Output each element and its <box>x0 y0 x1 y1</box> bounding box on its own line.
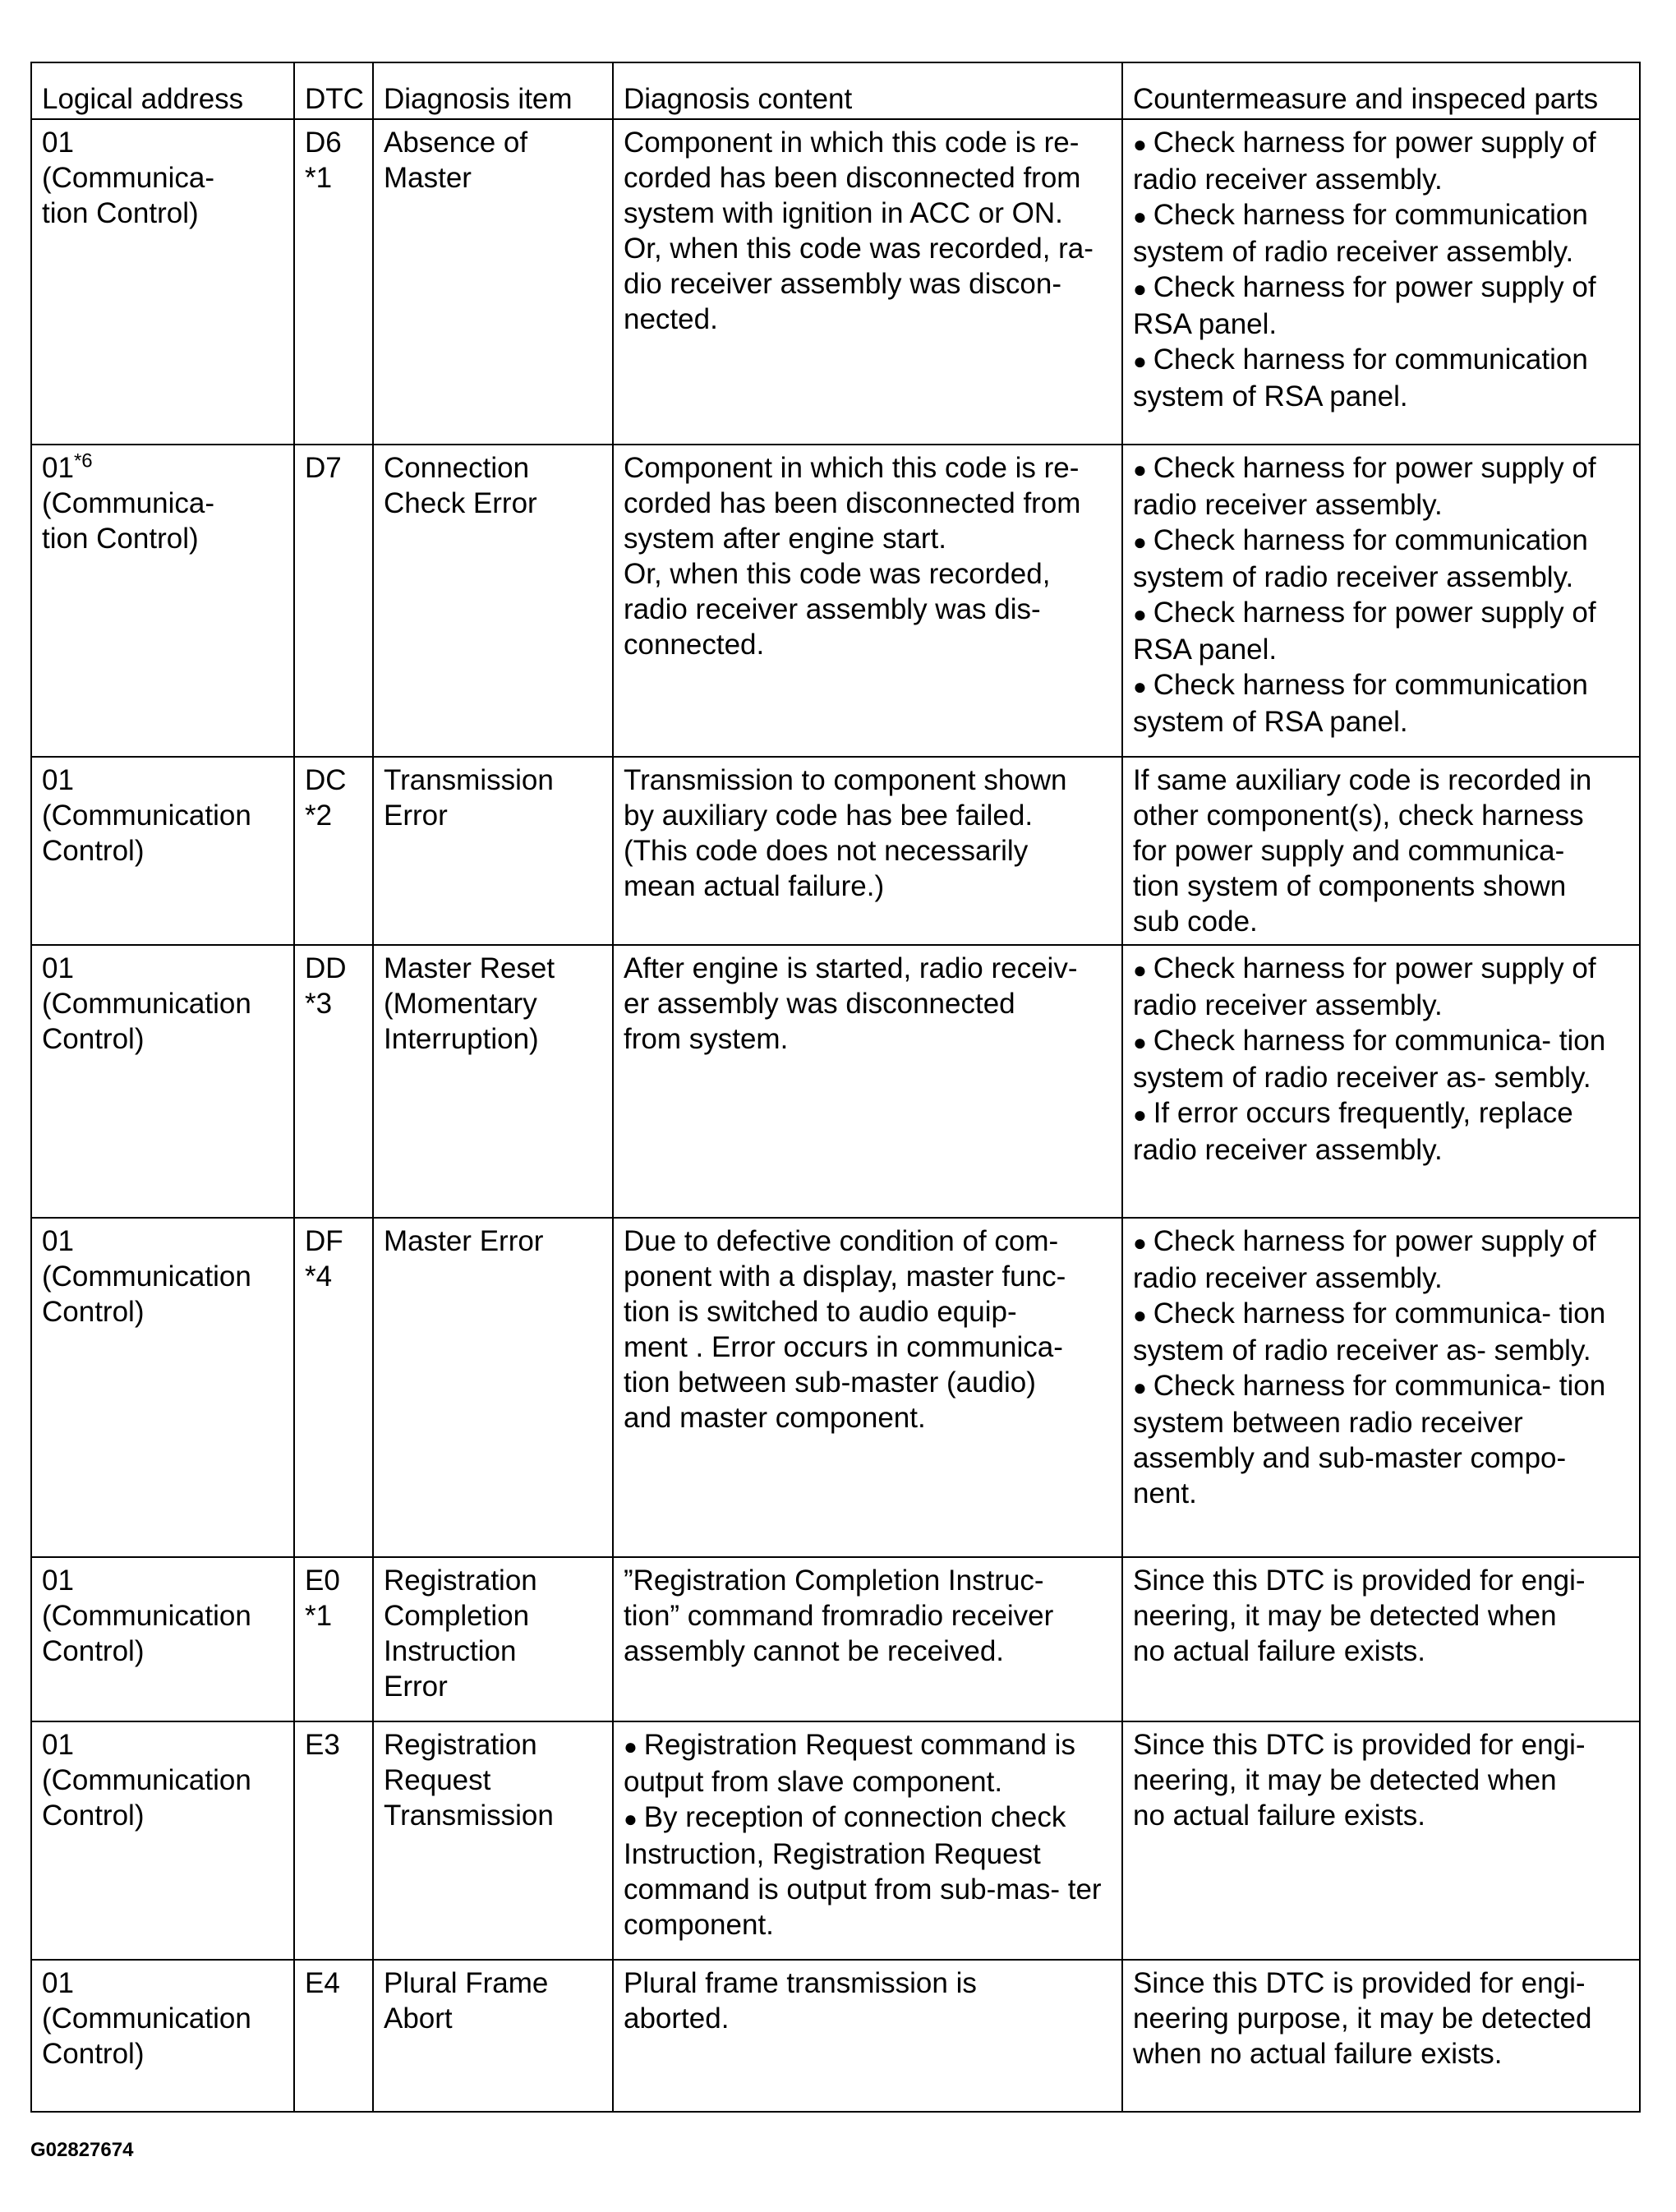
text-line <box>42 951 285 986</box>
text-line: DF <box>305 1225 343 1257</box>
text-line <box>42 450 285 486</box>
text-line: Absence of <box>384 127 528 159</box>
countermeasure-cell <box>1122 1721 1640 1960</box>
text-line: Transmission to component shown <box>624 764 1067 796</box>
text-line: *1 <box>305 162 333 194</box>
text-line: Completion <box>384 1600 530 1632</box>
text-line <box>42 1563 285 1598</box>
diagnosis-content-cell <box>613 1721 1122 1960</box>
text-line: no actual failure exists. <box>1133 1800 1426 1832</box>
text-line: neering, it may be detected when <box>1133 1600 1557 1632</box>
text-line: radio receiver assembly was dis- <box>624 593 1041 625</box>
footnote-marker: *6 <box>73 449 93 472</box>
address-text: 01 <box>42 127 74 159</box>
text-line: Error <box>384 1671 448 1703</box>
text-line <box>42 1634 285 1669</box>
text-line: sub code. <box>1133 906 1258 938</box>
text-line: Plural Frame <box>384 1967 549 1999</box>
dtc-cell <box>294 1960 373 2112</box>
text-line: Transmission <box>384 764 554 796</box>
logical-address-cell <box>31 757 294 945</box>
text-line: D7 <box>305 452 342 484</box>
dtc-cell <box>294 1218 373 1557</box>
diagnosis-item-cell <box>373 1721 613 1960</box>
text-line: for power supply and communica- <box>1133 835 1565 867</box>
bullet-item: ● Check harness for communica- tion system of radio receiver as- sembly. <box>1133 1023 1631 1095</box>
text-line: E0 <box>305 1565 340 1597</box>
bullet-item: ● Check harness for power supply of radio receiver assembly. <box>1133 125 1631 197</box>
address-text: 01 <box>42 1729 74 1761</box>
table-row <box>31 1721 1640 1960</box>
diagnosis-item-cell <box>373 945 613 1218</box>
logical-address-cell <box>31 1960 294 2112</box>
text-line: D6 <box>305 127 342 159</box>
logical-address-cell <box>31 945 294 1218</box>
text-line <box>42 798 285 833</box>
bullet-item: ● Check harness for power supply of radio receiver assembly. <box>1133 1224 1631 1296</box>
text-line: DD <box>305 952 347 984</box>
text-line: *4 <box>305 1260 333 1293</box>
text-line: Master <box>384 162 472 194</box>
text-line: Or, when this code was recorded, ra- <box>624 233 1094 265</box>
text-line: tion” command fromradio receiver <box>624 1600 1054 1632</box>
diagnosis-table <box>30 62 1641 2113</box>
text-line: Registration <box>384 1729 537 1761</box>
countermeasure-cell <box>1122 945 1640 1218</box>
text-line: Component in which this code is re- <box>624 452 1080 484</box>
text-line: (This code does not necessarily <box>624 835 1029 867</box>
text-line: tion is switched to audio equip- <box>624 1296 1017 1328</box>
text-line: After engine is started, radio receiv- <box>624 952 1078 984</box>
table-row <box>31 1960 1640 2112</box>
text-line: nected. <box>624 303 718 335</box>
text-line: Master Error <box>384 1225 544 1257</box>
text-line <box>42 125 285 160</box>
text-line: *2 <box>305 800 333 832</box>
text-line: Request <box>384 1764 491 1796</box>
address-text: (Communication <box>42 1764 251 1796</box>
address-text: tion Control) <box>42 523 199 555</box>
diagnosis-content-cell <box>613 1218 1122 1557</box>
text-line: Due to defective condition of com- <box>624 1225 1059 1257</box>
address-text: (Communica- <box>42 487 215 519</box>
address-text: (Communication <box>42 800 251 832</box>
text-line <box>42 1965 285 2001</box>
text-line: (Momentary <box>384 988 537 1020</box>
text-line <box>42 833 285 869</box>
diagnosis-content-cell <box>613 757 1122 945</box>
bullet-item: ● Check harness for communica- tion system of radio receiver as- sembly. <box>1133 1296 1631 1368</box>
text-line: from system. <box>624 1023 789 1055</box>
text-line: Error <box>384 800 448 832</box>
logical-address-cell <box>31 1557 294 1721</box>
table-row <box>31 445 1640 757</box>
dtc-cell <box>294 119 373 445</box>
text-line: Since this DTC is provided for engi- <box>1133 1565 1586 1597</box>
address-text: (Communication <box>42 988 251 1020</box>
text-line <box>42 1259 285 1294</box>
bullet-item: ● By reception of connection check Instruction, Registration Request command is output from sub-mas- ter component. <box>624 1800 1113 1942</box>
countermeasure-cell <box>1122 1557 1640 1721</box>
text-line <box>42 986 285 1021</box>
text-line: by auxiliary code has bee failed. <box>624 800 1034 832</box>
address-text: 01 <box>42 952 74 984</box>
bullet-item: ● Check harness for power supply of radio receiver assembly. <box>1133 450 1631 523</box>
text-line: mean actual failure.) <box>624 870 885 902</box>
text-line: *3 <box>305 988 333 1020</box>
address-text: (Communication <box>42 1260 251 1293</box>
text-line: E4 <box>305 1967 340 1999</box>
text-line: *1 <box>305 1600 333 1632</box>
table-row <box>31 757 1640 945</box>
dtc-cell <box>294 757 373 945</box>
text-line: no actual failure exists. <box>1133 1635 1426 1667</box>
text-line: Interruption) <box>384 1023 539 1055</box>
text-line <box>42 1021 285 1057</box>
header-diagnosis-content: Diagnosis content <box>613 62 1122 119</box>
text-line: Since this DTC is provided for engi- <box>1133 1729 1586 1761</box>
countermeasure-cell <box>1122 1960 1640 2112</box>
text-line: Connection <box>384 452 530 484</box>
address-text: 01 <box>42 1225 74 1257</box>
text-line: If same auxiliary code is recorded in <box>1133 764 1592 796</box>
text-line: Transmission <box>384 1800 554 1832</box>
text-line <box>42 160 285 196</box>
bullet-item: ● Check harness for power supply of RSA panel. <box>1133 270 1631 342</box>
diagnosis-item-cell <box>373 119 613 445</box>
address-text: (Communication <box>42 2002 251 2035</box>
text-line: Or, when this code was recorded, <box>624 558 1051 590</box>
bullet-item: ● Check harness for communica- tion system between radio receiver assembly and sub-master compo- nent. <box>1133 1368 1631 1511</box>
text-line: ponent with a display, master func- <box>624 1260 1066 1293</box>
header-row <box>31 62 1640 119</box>
address-text: (Communica- <box>42 162 215 194</box>
text-line <box>42 2036 285 2071</box>
address-text: 01 <box>42 1967 74 1999</box>
text-line: neering, it may be detected when <box>1133 1764 1557 1796</box>
logical-address-cell <box>31 1721 294 1960</box>
countermeasure-cell <box>1122 1218 1640 1557</box>
text-line: Master Reset <box>384 952 555 984</box>
address-text: Control) <box>42 2038 145 2070</box>
text-line: ment . Error occurs in communica- <box>624 1331 1063 1363</box>
text-line: system after engine start. <box>624 523 946 555</box>
dtc-cell <box>294 945 373 1218</box>
text-line <box>42 763 285 798</box>
text-line: er assembly was disconnected <box>624 988 1015 1020</box>
text-line: tion system of components shown <box>1133 870 1567 902</box>
bullet-item: ● Check harness for power supply of RSA panel. <box>1133 595 1631 667</box>
text-line: connected. <box>624 629 765 661</box>
text-line: system with ignition in ACC or ON. <box>624 197 1063 229</box>
text-line: Registration <box>384 1565 537 1597</box>
text-line <box>42 1727 285 1763</box>
header-countermeasure: Countermeasure and inspeced parts <box>1122 62 1640 119</box>
header-dtc: DTC <box>294 62 373 119</box>
table-body <box>31 119 1640 2112</box>
countermeasure-cell <box>1122 119 1640 445</box>
countermeasure-cell <box>1122 445 1640 757</box>
address-text: Control) <box>42 835 145 867</box>
text-line: Component in which this code is re- <box>624 127 1080 159</box>
table-row <box>31 1218 1640 1557</box>
text-line: Since this DTC is provided for engi- <box>1133 1967 1586 1999</box>
text-line <box>42 2001 285 2036</box>
logical-address-cell <box>31 1218 294 1557</box>
text-line: when no actual failure exists. <box>1133 2038 1503 2070</box>
text-line: dio receiver assembly was discon- <box>624 268 1061 300</box>
bullet-item: ● Check harness for communication system of radio receiver assembly. <box>1133 523 1631 595</box>
header-logical-address: Logical address <box>31 62 294 119</box>
text-line: corded has been disconnected from <box>624 487 1081 519</box>
text-line <box>42 196 285 231</box>
dtc-cell <box>294 1721 373 1960</box>
address-text: Control) <box>42 1635 145 1667</box>
countermeasure-cell <box>1122 757 1640 945</box>
text-line: aborted. <box>624 2002 730 2035</box>
address-text: (Communication <box>42 1600 251 1632</box>
logical-address-cell <box>31 445 294 757</box>
text-line <box>42 1294 285 1330</box>
text-line <box>42 486 285 521</box>
text-line: neering purpose, it may be detected <box>1133 2002 1592 2035</box>
logical-address-cell <box>31 119 294 445</box>
diagnosis-item-cell <box>373 445 613 757</box>
text-line: assembly cannot be received. <box>624 1635 1005 1667</box>
diagnosis-content-cell <box>613 445 1122 757</box>
text-line: corded has been disconnected from <box>624 162 1081 194</box>
text-line <box>42 1798 285 1833</box>
address-text: Control) <box>42 1800 145 1832</box>
text-line: E3 <box>305 1729 340 1761</box>
address-text: 01 <box>42 1565 74 1597</box>
dtc-cell <box>294 445 373 757</box>
diagnosis-content-cell <box>613 1557 1122 1721</box>
address-text: Control) <box>42 1023 145 1055</box>
address-text: 01 <box>42 764 74 796</box>
diagnosis-content-cell <box>613 119 1122 445</box>
text-line: DC <box>305 764 347 796</box>
table-row <box>31 945 1640 1218</box>
diagnosis-content-cell <box>613 1960 1122 2112</box>
text-line: Check Error <box>384 487 537 519</box>
text-line: tion between sub-master (audio) <box>624 1366 1036 1399</box>
text-line: ”Registration Completion Instruc- <box>624 1565 1044 1597</box>
address-text: Control) <box>42 1296 145 1328</box>
text-line: Plural frame transmission is <box>624 1967 977 1999</box>
diagnosis-content-cell <box>613 945 1122 1218</box>
bullet-item: ● If error occurs frequently, replace radio receiver assembly. <box>1133 1095 1631 1168</box>
diagnosis-item-cell <box>373 1557 613 1721</box>
address-text: tion Control) <box>42 197 199 229</box>
text-line: Abort <box>384 2002 453 2035</box>
text-line: Instruction <box>384 1635 517 1667</box>
text-line: and master component. <box>624 1402 926 1434</box>
text-line <box>42 1763 285 1798</box>
text-line: other component(s), check harness <box>1133 800 1584 832</box>
address-text: 01 <box>42 452 74 484</box>
figure-id: G02827674 <box>30 2139 134 2161</box>
text-line <box>42 1598 285 1634</box>
diagnosis-item-cell <box>373 1218 613 1557</box>
bullet-item: ● Check harness for power supply of radio receiver assembly. <box>1133 951 1631 1023</box>
text-line <box>42 1224 285 1259</box>
header-diagnosis-item: Diagnosis item <box>373 62 613 119</box>
diagnosis-item-cell <box>373 1960 613 2112</box>
bullet-item: ● Check harness for communication system of RSA panel. <box>1133 667 1631 740</box>
text-line <box>42 521 285 556</box>
table-row <box>31 1557 1640 1721</box>
diagnosis-item-cell <box>373 757 613 945</box>
dtc-cell <box>294 1557 373 1721</box>
bullet-item: ● Registration Request command is output from slave component. <box>624 1727 1113 1800</box>
bullet-item: ● Check harness for communication system of RSA panel. <box>1133 342 1631 414</box>
table-row <box>31 119 1640 445</box>
bullet-item: ● Check harness for communication system of radio receiver assembly. <box>1133 197 1631 270</box>
